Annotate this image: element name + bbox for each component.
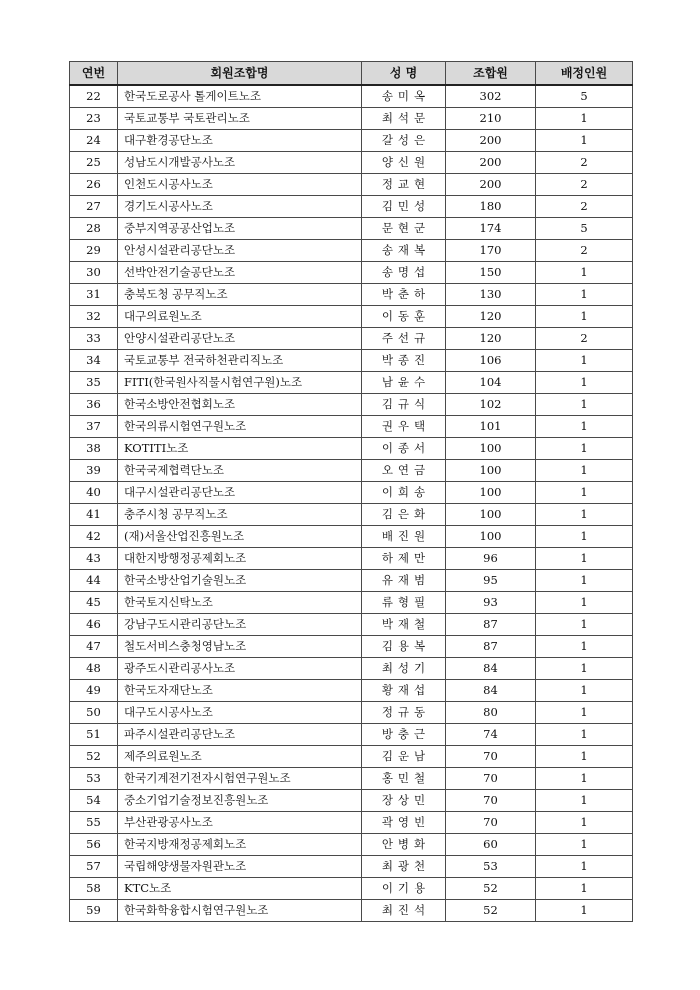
- allocated-count: 1: [536, 548, 633, 570]
- allocated-count: 1: [536, 372, 633, 394]
- representative-name: 최진석: [362, 900, 446, 922]
- row-number: 33: [70, 328, 118, 350]
- member-count: 100: [446, 526, 536, 548]
- table-row: [70, 614, 633, 636]
- table-row: [70, 416, 633, 438]
- table-row: [70, 900, 633, 922]
- row-number: 57: [70, 856, 118, 878]
- allocated-count: 1: [536, 790, 633, 812]
- table-row: [70, 812, 633, 834]
- union-name: 한국기계전기전자시험연구원노조: [118, 768, 362, 790]
- member-count: 130: [446, 284, 536, 306]
- allocated-count: 1: [536, 680, 633, 702]
- allocated-count: 1: [536, 658, 633, 680]
- allocated-count: 1: [536, 878, 633, 900]
- representative-name: 하제만: [362, 548, 446, 570]
- allocated-count: 2: [536, 240, 633, 262]
- table-row: [70, 218, 633, 240]
- row-number: 49: [70, 680, 118, 702]
- allocated-count: 1: [536, 900, 633, 922]
- row-number: 54: [70, 790, 118, 812]
- member-count: 210: [446, 108, 536, 130]
- representative-name: 이희송: [362, 482, 446, 504]
- union-name: 국립해양생물자원관노조: [118, 856, 362, 878]
- union-name: 한국의류시험연구원노조: [118, 416, 362, 438]
- union-name: 강남구도시관리공단노조: [118, 614, 362, 636]
- row-number: 48: [70, 658, 118, 680]
- allocated-count: 2: [536, 174, 633, 196]
- allocated-count: 1: [536, 768, 633, 790]
- table-row: [70, 548, 633, 570]
- union-name: 중부지역공공산업노조: [118, 218, 362, 240]
- representative-name: 박재철: [362, 614, 446, 636]
- representative-name: 최성기: [362, 658, 446, 680]
- member-count: 60: [446, 834, 536, 856]
- representative-name: 황재섭: [362, 680, 446, 702]
- row-number: 59: [70, 900, 118, 922]
- member-count: 70: [446, 790, 536, 812]
- union-name: 국토교통부 국토관리노조: [118, 108, 362, 130]
- allocated-count: 2: [536, 152, 633, 174]
- union-name: 한국화학융합시험연구원노조: [118, 900, 362, 922]
- allocated-count: 1: [536, 460, 633, 482]
- representative-name: 방충근: [362, 724, 446, 746]
- representative-name: 송명섭: [362, 262, 446, 284]
- union-name: 대구환경공단노조: [118, 130, 362, 152]
- representative-name: 유재범: [362, 570, 446, 592]
- union-name: 안성시설관리공단노조: [118, 240, 362, 262]
- representative-name: 갈성은: [362, 130, 446, 152]
- union-name: 선박안전기술공단노조: [118, 262, 362, 284]
- table-row: [70, 174, 633, 196]
- table-row: [70, 262, 633, 284]
- union-name: 제주의료원노조: [118, 746, 362, 768]
- allocated-count: 1: [536, 504, 633, 526]
- row-number: 50: [70, 702, 118, 724]
- allocated-count: 5: [536, 85, 633, 108]
- row-number: 43: [70, 548, 118, 570]
- allocated-count: 1: [536, 482, 633, 504]
- member-count: 200: [446, 152, 536, 174]
- row-number: 39: [70, 460, 118, 482]
- row-number: 42: [70, 526, 118, 548]
- union-name: 한국소방산업기술원노조: [118, 570, 362, 592]
- column-header-no: 연번: [70, 62, 118, 86]
- allocated-count: 1: [536, 108, 633, 130]
- representative-name: 송재복: [362, 240, 446, 262]
- allocated-count: 1: [536, 702, 633, 724]
- member-count: 180: [446, 196, 536, 218]
- row-number: 53: [70, 768, 118, 790]
- union-name: 대구의료원노조: [118, 306, 362, 328]
- row-number: 29: [70, 240, 118, 262]
- representative-name: 김규식: [362, 394, 446, 416]
- row-number: 41: [70, 504, 118, 526]
- representative-name: 이동훈: [362, 306, 446, 328]
- allocated-count: 1: [536, 592, 633, 614]
- union-name: 성남도시개발공사노조: [118, 152, 362, 174]
- table-row: [70, 570, 633, 592]
- union-name: 충주시청 공무직노조: [118, 504, 362, 526]
- table-row: [70, 152, 633, 174]
- row-number: 30: [70, 262, 118, 284]
- representative-name: 류형필: [362, 592, 446, 614]
- row-number: 37: [70, 416, 118, 438]
- allocated-count: 1: [536, 746, 633, 768]
- representative-name: 김은화: [362, 504, 446, 526]
- representative-name: 이기용: [362, 878, 446, 900]
- column-header-name: 성 명: [362, 62, 446, 86]
- representative-name: 주선규: [362, 328, 446, 350]
- table-row: [70, 130, 633, 152]
- allocated-count: 1: [536, 438, 633, 460]
- row-number: 56: [70, 834, 118, 856]
- row-number: 40: [70, 482, 118, 504]
- row-number: 23: [70, 108, 118, 130]
- row-number: 32: [70, 306, 118, 328]
- member-count: 100: [446, 460, 536, 482]
- row-number: 22: [70, 85, 118, 108]
- table-row: [70, 636, 633, 658]
- union-name: 한국토지신탁노조: [118, 592, 362, 614]
- table-row: [70, 438, 633, 460]
- row-number: 47: [70, 636, 118, 658]
- row-number: 58: [70, 878, 118, 900]
- table-row: [70, 746, 633, 768]
- table-row: [70, 240, 633, 262]
- representative-name: 정교현: [362, 174, 446, 196]
- row-number: 31: [70, 284, 118, 306]
- representative-name: 이종서: [362, 438, 446, 460]
- member-count: 80: [446, 702, 536, 724]
- representative-name: 정규동: [362, 702, 446, 724]
- column-header-allocated: 배정인원: [536, 62, 633, 86]
- member-count: 93: [446, 592, 536, 614]
- union-name: 국토교통부 전국하천관리직노조: [118, 350, 362, 372]
- representative-name: 장상민: [362, 790, 446, 812]
- allocated-count: 1: [536, 636, 633, 658]
- union-name: 대구도시공사노조: [118, 702, 362, 724]
- member-count: 100: [446, 438, 536, 460]
- allocated-count: 2: [536, 328, 633, 350]
- member-count: 74: [446, 724, 536, 746]
- table-row: [70, 856, 633, 878]
- member-count: 150: [446, 262, 536, 284]
- row-number: 25: [70, 152, 118, 174]
- union-name: KTC노조: [118, 878, 362, 900]
- representative-name: 오연금: [362, 460, 446, 482]
- allocated-count: 1: [536, 526, 633, 548]
- representative-name: 최광천: [362, 856, 446, 878]
- header-row: [70, 62, 633, 86]
- table-row: [70, 658, 633, 680]
- union-name: 안양시설관리공단노조: [118, 328, 362, 350]
- union-name: 철도서비스충청영남노조: [118, 636, 362, 658]
- table-row: [70, 196, 633, 218]
- representative-name: 김운남: [362, 746, 446, 768]
- table-row: [70, 768, 633, 790]
- allocated-count: 1: [536, 394, 633, 416]
- representative-name: 최석문: [362, 108, 446, 130]
- member-count: 70: [446, 812, 536, 834]
- union-name: 광주도시관리공사노조: [118, 658, 362, 680]
- representative-name: 김용복: [362, 636, 446, 658]
- member-count: 70: [446, 768, 536, 790]
- table-row: [70, 85, 633, 108]
- member-count: 100: [446, 482, 536, 504]
- row-number: 46: [70, 614, 118, 636]
- member-count: 106: [446, 350, 536, 372]
- table-row: [70, 592, 633, 614]
- table-row: [70, 460, 633, 482]
- table-row: [70, 724, 633, 746]
- member-count: 120: [446, 306, 536, 328]
- row-number: 35: [70, 372, 118, 394]
- column-header-members: 조합원: [446, 62, 536, 86]
- representative-name: 권우택: [362, 416, 446, 438]
- table-row: [70, 702, 633, 724]
- representative-name: 김민성: [362, 196, 446, 218]
- representative-name: 박춘하: [362, 284, 446, 306]
- member-count: 84: [446, 680, 536, 702]
- member-count: 84: [446, 658, 536, 680]
- table-row: [70, 526, 633, 548]
- union-name: 대한지방행정공제회노조: [118, 548, 362, 570]
- member-count: 104: [446, 372, 536, 394]
- member-count: 87: [446, 636, 536, 658]
- representative-name: 박종진: [362, 350, 446, 372]
- union-name: 중소기업기술정보진흥원노조: [118, 790, 362, 812]
- allocated-count: 1: [536, 834, 633, 856]
- table-row: [70, 680, 633, 702]
- member-count: 52: [446, 900, 536, 922]
- allocated-count: 1: [536, 856, 633, 878]
- allocated-count: 5: [536, 218, 633, 240]
- row-number: 38: [70, 438, 118, 460]
- table-row: [70, 350, 633, 372]
- allocated-count: 2: [536, 196, 633, 218]
- member-count: 102: [446, 394, 536, 416]
- table-row: [70, 790, 633, 812]
- union-name: 한국도로공사 톨게이트노조: [118, 85, 362, 108]
- union-name: 한국지방재정공제회노조: [118, 834, 362, 856]
- member-count: 52: [446, 878, 536, 900]
- member-count: 96: [446, 548, 536, 570]
- row-number: 26: [70, 174, 118, 196]
- column-header-union: 회원조합명: [118, 62, 362, 86]
- row-number: 34: [70, 350, 118, 372]
- allocated-count: 1: [536, 724, 633, 746]
- member-count: 87: [446, 614, 536, 636]
- table-row: [70, 878, 633, 900]
- union-name: 대구시설관리공단노조: [118, 482, 362, 504]
- representative-name: 안병화: [362, 834, 446, 856]
- union-name: (재)서울산업진흥원노조: [118, 526, 362, 548]
- representative-name: 문현군: [362, 218, 446, 240]
- table-row: [70, 372, 633, 394]
- row-number: 55: [70, 812, 118, 834]
- allocated-count: 1: [536, 570, 633, 592]
- member-count: 200: [446, 174, 536, 196]
- table-row: [70, 328, 633, 350]
- table-body: [70, 85, 633, 922]
- row-number: 28: [70, 218, 118, 240]
- member-count: 174: [446, 218, 536, 240]
- member-count: 100: [446, 504, 536, 526]
- representative-name: 남윤수: [362, 372, 446, 394]
- representative-name: 배진원: [362, 526, 446, 548]
- row-number: 27: [70, 196, 118, 218]
- allocated-count: 1: [536, 284, 633, 306]
- member-count: 53: [446, 856, 536, 878]
- allocated-count: 1: [536, 306, 633, 328]
- row-number: 52: [70, 746, 118, 768]
- union-name: FITI(한국원사직물시험연구원)노조: [118, 372, 362, 394]
- union-name: 파주시설관리공단노조: [118, 724, 362, 746]
- table-row: [70, 504, 633, 526]
- member-count: 120: [446, 328, 536, 350]
- union-name: 부산관광공사노조: [118, 812, 362, 834]
- table-row: [70, 482, 633, 504]
- row-number: 51: [70, 724, 118, 746]
- union-name: 한국국제협력단노조: [118, 460, 362, 482]
- representative-name: 송미옥: [362, 85, 446, 108]
- member-count: 170: [446, 240, 536, 262]
- table-row: [70, 284, 633, 306]
- member-count: 302: [446, 85, 536, 108]
- allocated-count: 1: [536, 262, 633, 284]
- member-count: 101: [446, 416, 536, 438]
- union-name: 인천도시공사노조: [118, 174, 362, 196]
- union-name: 한국도자재단노조: [118, 680, 362, 702]
- union-name: KOTITI노조: [118, 438, 362, 460]
- union-name: 한국소방안전협회노조: [118, 394, 362, 416]
- table-header: [70, 62, 633, 86]
- representative-name: 홍민철: [362, 768, 446, 790]
- representative-name: 곽영빈: [362, 812, 446, 834]
- table-row: [70, 394, 633, 416]
- row-number: 44: [70, 570, 118, 592]
- allocated-count: 1: [536, 812, 633, 834]
- table-row: [70, 108, 633, 130]
- table-row: [70, 834, 633, 856]
- allocated-count: 1: [536, 130, 633, 152]
- representative-name: 양신원: [362, 152, 446, 174]
- union-name: 경기도시공사노조: [118, 196, 362, 218]
- member-count: 200: [446, 130, 536, 152]
- allocated-count: 1: [536, 614, 633, 636]
- row-number: 36: [70, 394, 118, 416]
- member-count: 95: [446, 570, 536, 592]
- union-name: 충북도청 공무직노조: [118, 284, 362, 306]
- union-allocation-table: [69, 61, 633, 922]
- allocated-count: 1: [536, 416, 633, 438]
- row-number: 45: [70, 592, 118, 614]
- table-row: [70, 306, 633, 328]
- row-number: 24: [70, 130, 118, 152]
- allocated-count: 1: [536, 350, 633, 372]
- member-count: 70: [446, 746, 536, 768]
